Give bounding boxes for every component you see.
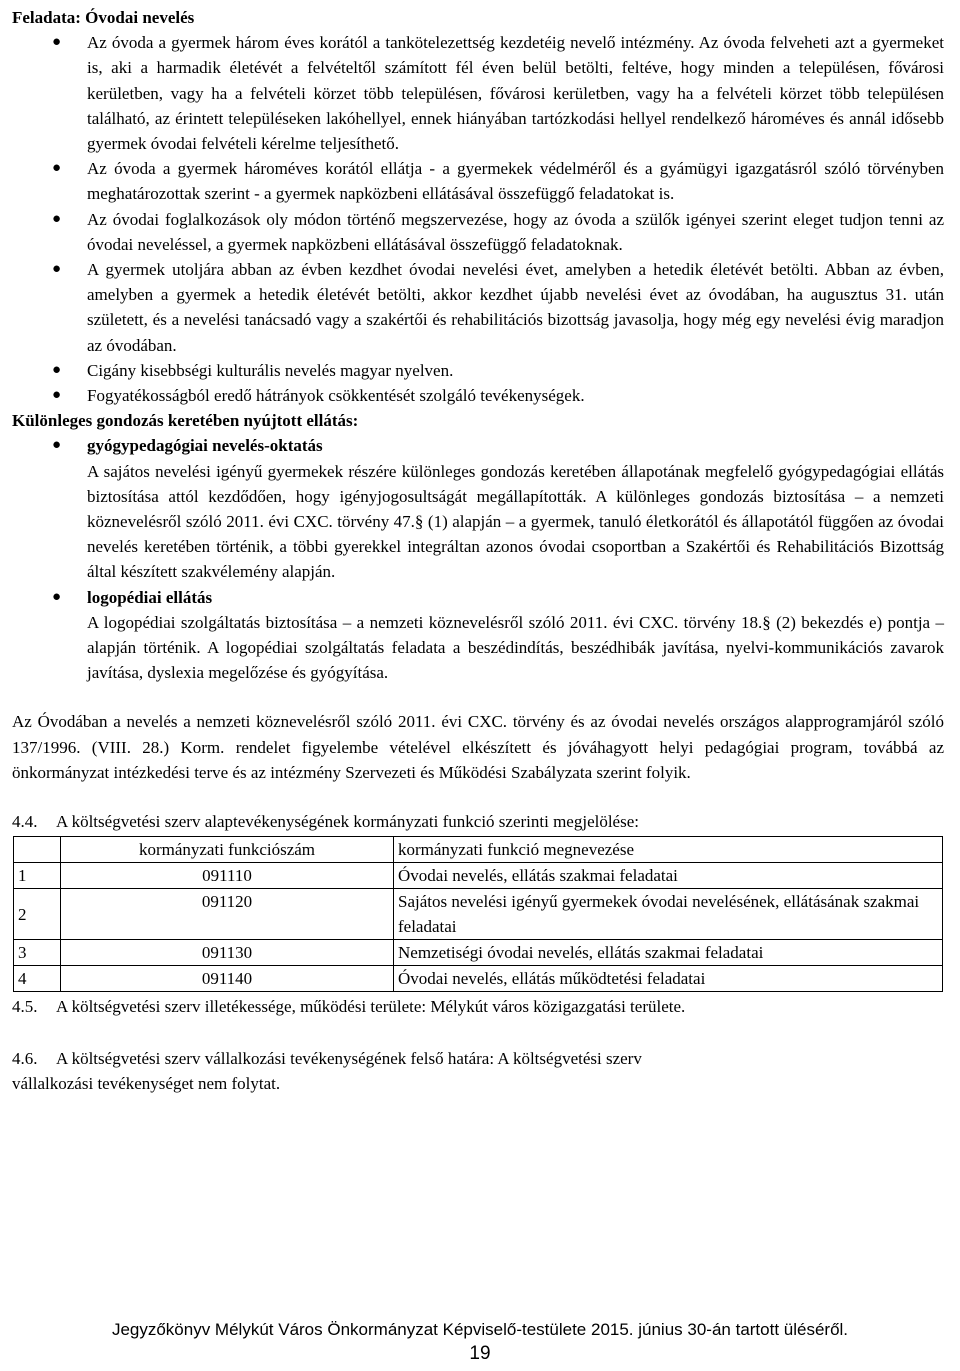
item-title: gyógypedagógiai nevelés-oktatás bbox=[87, 436, 323, 456]
item-title: logopédiai ellátás bbox=[87, 587, 213, 607]
bullet-icon: ● bbox=[52, 160, 62, 177]
section-title-feladata: Feladata: Óvodai nevelés bbox=[12, 8, 195, 27]
section-title-kulonleges: Különleges gondozás keretében nyújtott ellátás: bbox=[12, 411, 359, 431]
section-text: A költségvetési szerv alaptevékenységének kormányzati funkció szerinti megjelölése: bbox=[56, 812, 639, 832]
table-cell: Nemzetiségi óvodai nevelés, ellátás szakmai feladatai bbox=[394, 940, 943, 966]
list-item: ● A gyermek utoljára abban az évben kezdhet óvodai nevelési évet, amelyben a hetedik életévét betölti. Abban az évben, amelyben a gyermek a hetedik életévét betölti, akkor kezdhet újabb nevelési évet az óvodában, ha augusztus 31. után született, és a nevelési tanácsadó vagy a szakértői és rehabilitációs bizottság javasolja, hogy még egy nevelési évig maradjon az óvodában. bbox=[12, 257, 944, 358]
table-row bbox=[14, 863, 943, 889]
table-cell: Sajátos nevelési igényű gyermekek óvodai nevelésének, ellátásának szakmai feladatai bbox=[394, 889, 943, 940]
bullet-icon: ● bbox=[52, 210, 62, 227]
section-number: 4.6. bbox=[12, 1048, 38, 1068]
table-cell: 091130 bbox=[61, 940, 394, 966]
table-cell: 2 bbox=[14, 889, 61, 940]
list-item bbox=[12, 585, 944, 686]
section-text-continued: vállalkozási tevékenységet nem folytat. bbox=[12, 1073, 281, 1093]
section-4-4 bbox=[12, 809, 944, 834]
table-header-row bbox=[14, 837, 943, 863]
table-row bbox=[14, 966, 943, 992]
table-cell: Óvodai nevelés, ellátás működtetési feladatai bbox=[394, 966, 943, 992]
function-table bbox=[13, 836, 943, 992]
section-number: 4.5. bbox=[12, 997, 38, 1017]
table-header: kormányzati funkciószám bbox=[61, 837, 394, 863]
bullet-icon: ● bbox=[52, 588, 62, 605]
table-row bbox=[14, 940, 943, 966]
section-4-5 bbox=[12, 994, 944, 1019]
list-item bbox=[12, 433, 944, 584]
section-4-6 bbox=[12, 1046, 944, 1096]
table-cell: Óvodai nevelés, ellátás szakmai feladatai bbox=[394, 863, 943, 889]
table-cell: 091120 bbox=[61, 889, 394, 940]
bullet-icon: ● bbox=[52, 361, 62, 378]
table-cell: 3 bbox=[14, 940, 61, 966]
table-cell: 4 bbox=[14, 966, 61, 992]
item-text: A sajátos nevelési igényű gyermekek részére különleges gondozás keretében állapotának megfelelő gyógypedagógiai ellátás biztosítása attól kezdődően, hogy igényjogosultságát megállapították. A különleges gondozás biztosítása – a nemzeti köznevelésről szóló 2011. évi CXC. törvény 47.§ (1) alapján – a gyermek, tanuló életkorától és állapotától függően az óvodai nevelés keretében történik, a többi gyerekkel integráltan azonos óvodai csoportban a Szakértői és Rehabilitációs Bizottság által készített szakvélemény alapján. bbox=[87, 461, 944, 582]
table-header: kormányzati funkció megnevezése bbox=[394, 837, 943, 863]
list-item: ● Az óvoda a gyermek hároméves korától ellátja - a gyermekek védelméről és a gyámügyi igazgatásról szóló törvényben meghatározottak szerint - a gyermek napközbeni ellátásával összefüggő feladatokat is. bbox=[12, 156, 944, 206]
table-cell: 091110 bbox=[61, 863, 394, 889]
list-item: ● Cigány kisebbségi kulturális nevelés magyar nyelven. bbox=[12, 358, 944, 383]
section-text: A költségvetési szerv illetékessége, működési területe: Mélykút város közigazgatási területe. bbox=[56, 997, 686, 1017]
kulonleges-list bbox=[12, 433, 944, 685]
page-number: 19 bbox=[469, 1343, 491, 1364]
document-page bbox=[12, 5, 944, 1096]
bullet-icon: ● bbox=[52, 261, 62, 278]
table-header bbox=[14, 837, 61, 863]
item-text: A logopédiai szolgáltatás biztosítása – a nemzeti köznevelésről szóló 2011. évi CXC. törvény 18.§ (2) bekezdés e) pontja – alapján történik. A logopédiai szolgáltatás feladata a beszédindítás, beszédhibák javítása, nyelvi-kommunikációs zavarok javítása, dyslexia megelőzése és gyógyítása. bbox=[87, 612, 944, 683]
list-item: ● Az óvodai foglalkozások oly módon történő megszervezése, hogy az óvoda a szülők igényei szerint eleget tudjon tenni az óvodai neveléssel, a gyermek napközbeni ellátásával összefüggő feladatoknak. bbox=[12, 207, 944, 257]
footer-text: Jegyzőkönyv Mélykút Város Önkormányzat Képviselő-testülete 2015. június 30-án tartott üléséről. bbox=[111, 1320, 849, 1339]
feladata-list bbox=[12, 30, 944, 408]
list-item: ● Az óvoda a gyermek három éves korától a tankötelezettség kezdetéig nevelő intézmény. Az óvoda felveheti azt a gyermeket is, aki a harmadik életévét a felvételtől számított fél éven belül betölti, feltéve, hogy minden a településen, fővárosi kerületben, vagy ha a felvételi körzet több településen, fővárosi kerületben, vagy ha a felvételi körzet több településen található, az érintett településeken lakóhellyel, ennek hiányában tartózkodási hellyel rendelkező hároméves és annál idősebb gyermek óvodai felvételi kérelme teljesíthető. bbox=[12, 30, 944, 156]
page-footer bbox=[0, 1318, 960, 1366]
table-row bbox=[14, 889, 943, 940]
section-number: 4.4. bbox=[12, 812, 38, 832]
bullet-icon: ● bbox=[52, 387, 62, 404]
table-cell: 091140 bbox=[61, 966, 394, 992]
list-item: ● Fogyatékosságból eredő hátrányok csökkentését szolgáló tevékenységek. bbox=[12, 383, 944, 408]
bullet-icon: ● bbox=[52, 34, 62, 51]
section-text: A költségvetési szerv vállalkozási tevékenységének felső határa: A költségvetési szerv bbox=[56, 1048, 642, 1068]
paragraph-nevelés: Az Óvodában a nevelés a nemzeti köznevelésről szóló 2011. évi CXC. törvény és az óvodai nevelés országos alapprogramjáról szóló 137/1996. (VIII. 28.) Korm. rendelet figyelembe vételével elkészített és jóváhagyott helyi pedagógiai program, továbbá az önkormányzat intézkedési terve és az intézmény Szervezeti és Működési Szabályzata szerint folyik. bbox=[12, 712, 944, 782]
bullet-icon: ● bbox=[52, 437, 62, 454]
table-cell: 1 bbox=[14, 863, 61, 889]
